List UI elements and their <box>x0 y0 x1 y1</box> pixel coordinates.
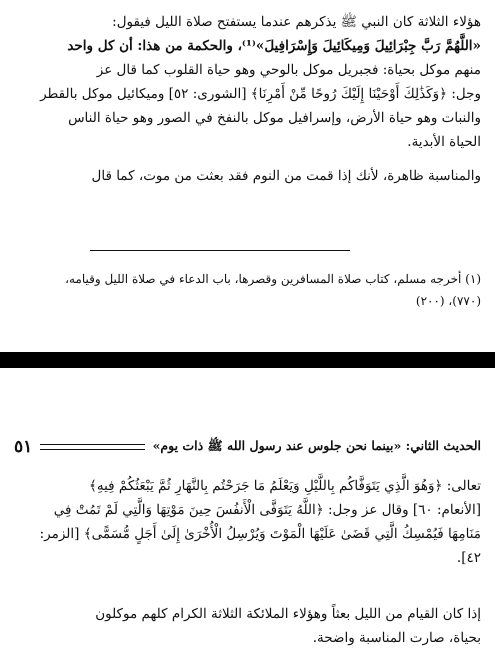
page-divider <box>0 352 495 368</box>
chapter-title: الحديث الثاني: «بينما نحن جلوس عند رسول الله ﷺ ذات يوم» <box>152 437 481 453</box>
text-line: الحياة الأبدية. <box>407 134 481 150</box>
footnote-separator <box>90 250 350 251</box>
text-line: ٤٢]. <box>456 550 481 566</box>
paragraph-1 <box>14 10 481 154</box>
text-line: تعالى: ﴿وَهُوَ الَّذِي يَتَوَفَّاكُم بِاللَّيْلِ وَيَعْلَمُ مَا جَرَحْتُم بِالنَّهَارِ ثُمَّ يَبْعَثُكُمْ فِيهِ﴾ <box>88 478 481 494</box>
verses-block <box>14 474 481 574</box>
text-line: مَنَامِهَا فَيُمْسِكُ الَّتِي قَضَىٰ عَلَيْهَا الْمَوْتَ وَيُرْسِلُ الْأُخْرَىٰ إِلَىٰ أَجَلٍ مُّسَمًّى﴾ [الزمر: <box>39 526 481 542</box>
main-text-block <box>14 10 481 188</box>
running-header <box>14 436 481 458</box>
text-line: والنبات وهو حياة الأرض، وإسرافيل موكل بالنفخ في الصور وهو حياة الناس <box>68 110 481 126</box>
text-line: بحياة، صارت المناسبة واضحة. <box>312 630 481 646</box>
text-line: «اللَّهُمَّ رَبَّ جِبْرَائِيلَ وَمِيكَائِيلَ وَإِسْرَافِيلَ»⁽¹⁾، والحكمة من هذا: أن كل واحد <box>67 38 481 54</box>
footnote <box>14 268 481 312</box>
verses-paragraph <box>14 474 481 570</box>
paragraph-2: والمناسبة ظاهرة، لأنك إذا قمت من النوم فقد بعثت من موت، كما قال <box>91 168 481 184</box>
text-line: [الأنعام: ٦٠] وقال عز وجل: ﴿اللَّهُ يَتَوَفَّى الْأَنفُسَ حِينَ مَوْتِهَا وَالَّتِي لَمْ تَمُتْ فِي <box>53 502 481 518</box>
footnote-line: (١) أخرجه مسلم، كتاب صلاة المسافرين وقصرها، باب الدعاء في صلاة الليل وقيامه، <box>65 272 481 286</box>
text-line: وجل: ﴿وَكَذَٰلِكَ أَوْحَيْنَا إِلَيْكَ رُوحًا مِّنْ أَمْرِنَا﴾ [الشورى: ٥٢] وميكائيل موكل بالقطر <box>40 86 481 102</box>
lower-page <box>0 368 495 659</box>
text-line: إذا كان القيام من الليل بعثاً وهؤلاء الملائكة الثلاثة الكرام كلهم موكلون <box>95 606 481 622</box>
page-number: ٥١ <box>14 437 33 457</box>
footnote-line: (٧٧٠)، (٢٠٠) <box>415 294 481 308</box>
final-paragraph-text <box>14 602 481 650</box>
text-line: هؤلاء الثلاثة كان النبي ﷺ يذكرهم عندما يستفتح صلاة الليل فيقول: <box>112 14 481 30</box>
final-paragraph <box>14 602 481 654</box>
text-line: منهم موكل بحياة: فجبريل موكل بالوحي وهو حياة القلوب كما قال عز <box>96 62 481 78</box>
header-rule <box>40 444 144 450</box>
